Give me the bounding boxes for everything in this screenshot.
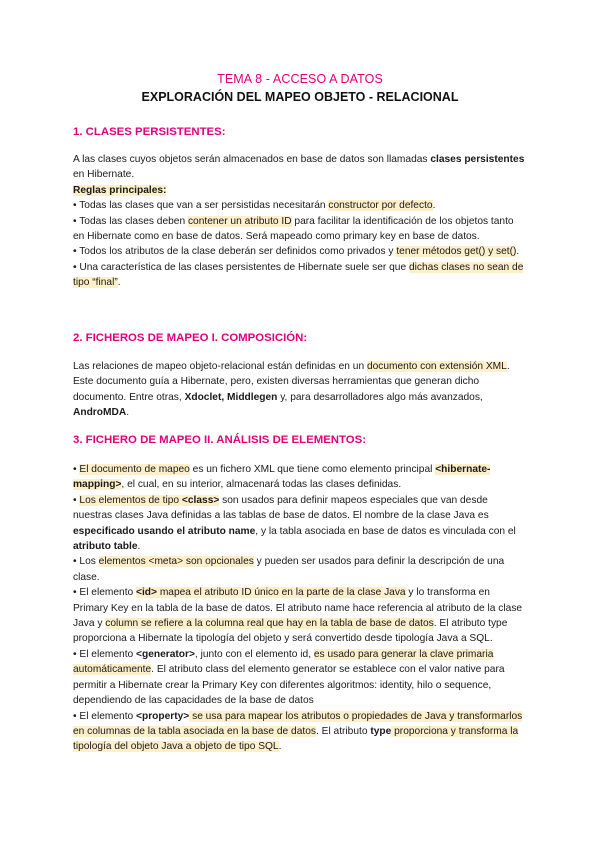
title-block: [0, 71, 600, 106]
rule-item: • Todas las clases deben contener un atributo ID para facilitar la identificación de los objetos tanto en Hibernate como en base de datos. Será mapeado como primary key en base de datos.: [73, 215, 514, 243]
rule-item: • Una característica de las clases persistentes de Hibernate suele ser que dichas clases no sean de tipo “final”.: [73, 261, 524, 289]
element-item: • El elemento <generator>, junto con el elemento id, es usado para generar la clave primaria automáticamente. El atributo class del elemento generator se establece con el valor native para permitir a Hibernate crear la Primary Key con diferentes algoritmos: identity, hilo o sequence, dependiendo de las capacidades de la base de datos: [73, 648, 505, 707]
rule-item: • Todos los atributos de la clase deberán ser definidos como privados y tener métodos get() y set().: [73, 246, 520, 258]
element-item: • El elemento <id> mapea el atributo ID único en la parte de la clase Java y lo transforma en Primary Key en la tabla de la base de datos. El atributo name hace referencia al atributo de la clase Java y column se refiere a la columna real que hay en la tabla de base de datos. El atributo type proporciona a Hibernate la tipología del objeto y será convertido desde tipología Java a SQL.: [73, 587, 523, 645]
page-title: TEMA 8 - ACCESO A DATOS: [217, 72, 383, 86]
section-1-heading: 1. CLASES PERSISTENTES:: [73, 126, 226, 138]
section-3-heading: 3. FICHERO DE MAPEO II. ANÁLISIS DE ELEMENTOS:: [73, 434, 367, 446]
section-3-body: [73, 462, 525, 755]
rule-item: • Todas las clases que van a ser persistidas necesitarán constructor por defecto.: [73, 200, 436, 212]
section-2-body: [73, 359, 525, 421]
element-item: • Los elementos <meta> son opcionales y pueden ser usados para definir la descripción de una clase.: [73, 556, 505, 583]
element-item: • Los elementos de tipo <class> son usados para definir mapeos especiales que van desde nuestras clases Java definidas a las tablas de base de datos. El nombre de la clase Java es especificado usando el atributo name, y la tabla asociada en base de datos es vinculada con el atributo table.: [73, 494, 516, 553]
section-1-body: [73, 152, 525, 291]
section-1-intro: A las clases cuyos objetos serán almacenados en base de datos son llamadas clases persistentes en Hibernate.: [73, 154, 525, 181]
rules-title: Reglas principales:: [73, 184, 167, 196]
element-item: • El documento de mapeo es un fichero XML que tiene como elemento principal <hibernate-mapping>, el cual, en su interior, almacenará todas las clases definidas.: [73, 464, 491, 491]
element-item: • El elemento <property> se usa para mapear los atributos o propiedades de Java y transformarlos en columnas de la tabla asociada en la base de datos. El atributo type proporciona y transforma la tipología del objeto Java a objeto de tipo SQL.: [73, 710, 523, 753]
section-2-heading: 2. FICHEROS DE MAPEO I. COMPOSICIÓN:: [73, 332, 308, 344]
page-subtitle: EXPLORACIÓN DEL MAPEO OBJETO - RELACIONAL: [141, 90, 459, 104]
section-2-paragraph: Las relaciones de mapeo objeto-relacional están definidas en un documento con extensión XML. Este documento guía a Hibernate, pero, existen diversas herramientas que generan dicho documento. Entre otras, Xdoclet, Middlegen y, para desarrolladores algo más avanzados, AndroMDA.: [73, 361, 510, 419]
